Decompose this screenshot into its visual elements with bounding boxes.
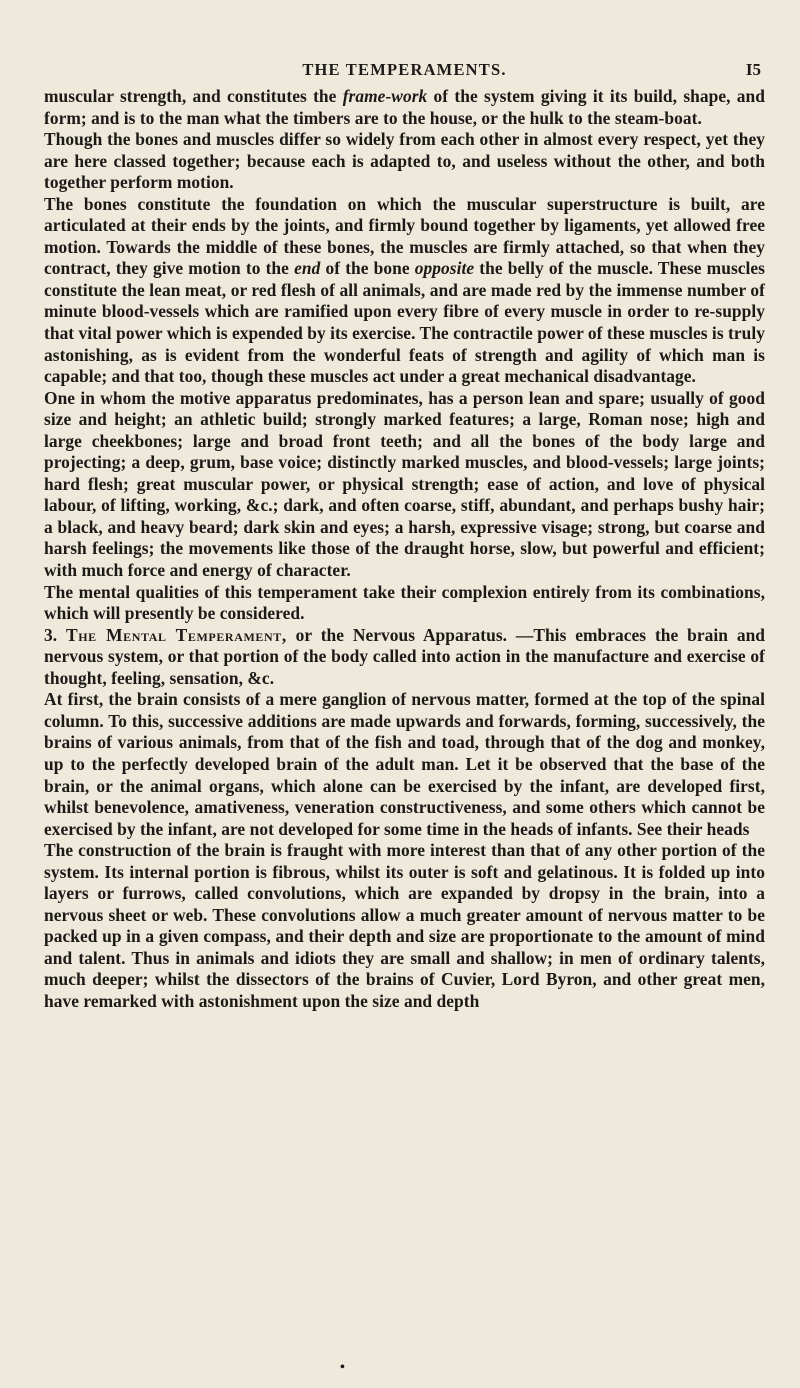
text-run: 3. [44,624,66,645]
paragraph [44,194,765,388]
text-run: of the bone [320,258,415,279]
paragraph [44,129,765,194]
paragraph [44,388,765,582]
running-head: THE TEMPERAMENTS. [302,60,507,79]
italic-text: frame-work [342,86,428,106]
printer-mark-icon: • [340,1360,345,1375]
paragraph [44,840,765,1012]
text-run: The mental qualities of this temperament take their complexion entirely from its combinations, which will presently be considered. [44,581,765,624]
italic-text: opposite [414,258,475,279]
text-run: muscular strength, and constitutes the [44,86,343,106]
text-run: One in whom the motive apparatus predominates, has a person lean and spare; usually of good size and height; an athletic build; strongly marked features; a large, Roman nose; high and large cheekbones; large and broad front teeth; and all the bones of the body large and projecting; a deep, grum, base voice; distinctly marked muscles, and blood-vessels; large joints; hard flesh; great muscular power, or physical strength; ease of action, and love of physical labour, of lifting, working, &c.; dark, and often coarse, stiff, abundant, and perhaps bushy hair; a black, and heavy beard; dark skin and eyes; a harsh, expressive visage; strong, but coarse and harsh feelings; the movements like those of the draught horse, slow, but powerful and efficient; with much force and energy of character. [44,387,765,581]
text-run: At first, the brain consists of a mere ganglion of nervous matter, formed at the top of the spinal column. To this, successive additions are made upwards and forwards, forming, successively, the brains of various animals, from that of the fish and toad, through that of the dog and monkey, up to the perfectly developed brain of the adult man. Let it be observed that the base of the brain, or the animal organs, which alone can be exercised by the infant, are developed first, whilst benevolence, amativeness, veneration constructiveness, and some others which cannot be exercised by the infant, are not developed for some time in the heads of infants. See their heads [44,689,765,839]
text-run: of the system giving it its build, shape, and form; and is to the man what the timbers are to the house, or the hulk to the steam-boat. [44,86,765,128]
italic-text: end [294,258,321,279]
paragraph [44,625,765,690]
text-run: The construction of the brain is fraught with more interest than that of any other portion of the system. Its internal portion is fibrous, whilst its outer is soft and gelatinous. It is folded up into layers or furrows, called convolutions, which are expanded by dropsy in the brain, into a nervous sheet or web. These convolutions allow a much greater amount of nervous matter to be packed up in a given compass, and their depth and size are proportionate to the amount of mind and talent. Thus in animals and idiots they are small and shallow; in men of ordinary talents, much deeper; whilst the dissectors of the brains of Cuvier, Lord Byron, and other great men, have remarked with astonishment upon the size and depth [44,840,765,1011]
page-number: I5 [745,60,761,79]
text-run: Though the bones and muscles differ so widely from each other in almost every respect, yet they are here classed together; because each is adapted to, and useless without the other, and both together perform motion. [44,129,765,193]
text-run: The bones constitute the foundation on which the muscular superstructure is built, are articulated at their ends by the joints, and firmly bound together by ligaments, yet allowed free motion. Towards the middle of these bones, the muscles are firmly attached, so that when they contract, they give motion to the [44,193,765,279]
paragraph [44,86,765,129]
paragraph [44,689,765,840]
text-run: or the Nervous Apparatus. —This embraces the brain and nervous system, or that portion of the body called into action in the manufacture and exercise of thought, feeling, sensation, &c. [44,624,766,688]
page-header [44,42,765,82]
text-run: the belly of the muscle. These muscles constitute the lean meat, or red flesh of all animals, and are made red by the immense number of minute blood-vessels which are ramified upon every fibre of every muscle in order to re-supply that vital power which is expended by its exercise. The contractile power of these muscles is truly astonishing, as is evident from the wonderful feats of strength and agility of which man is capable; and that too, though these muscles act under a great mechanical disadvantage. [44,258,766,387]
body-text [44,86,765,1013]
paragraph [44,582,765,625]
section-heading: The Mental Temperament, [66,624,287,645]
